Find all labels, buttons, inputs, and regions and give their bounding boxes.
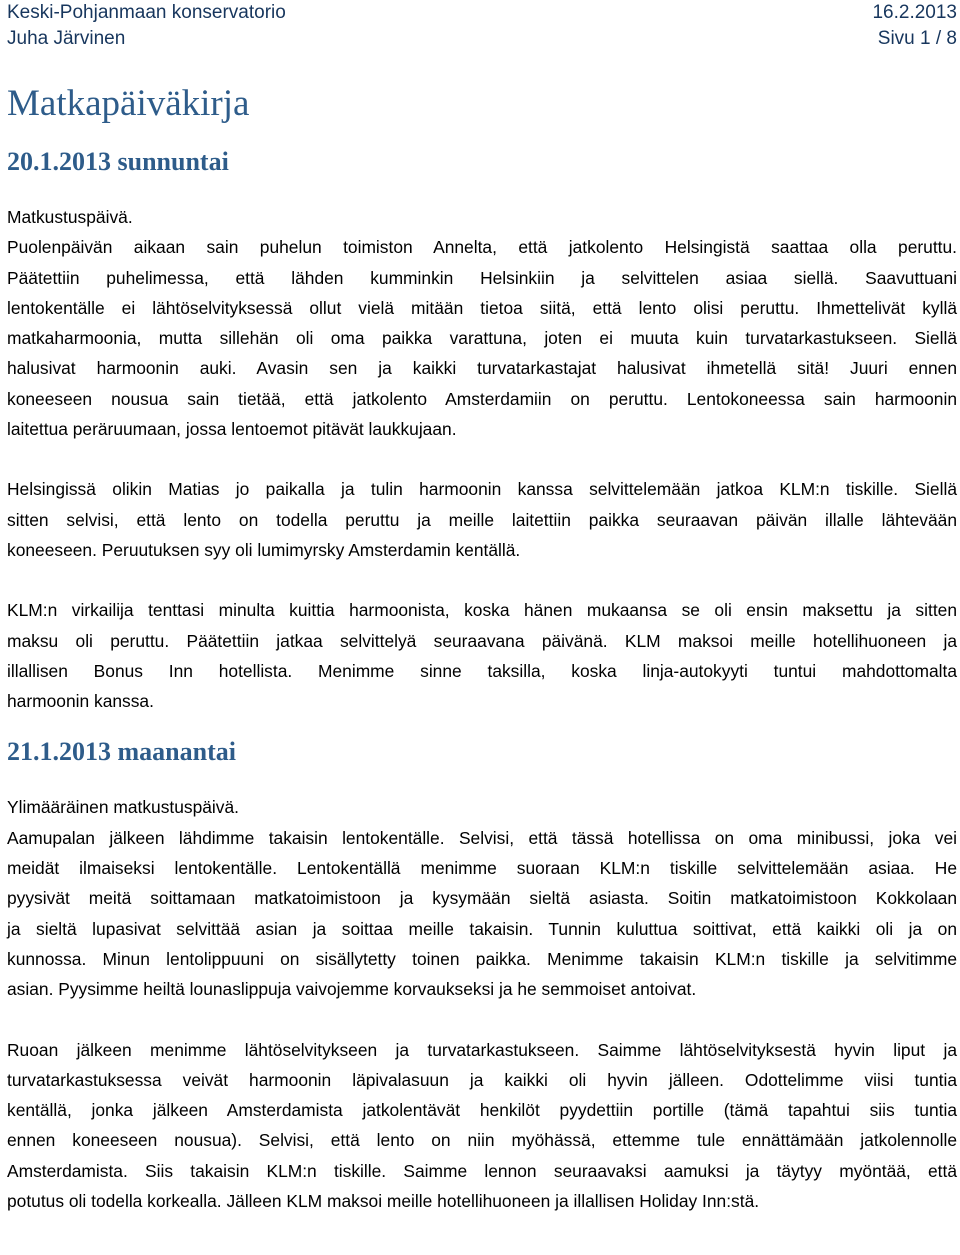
text-line: koneeseen nousua sain tietää, että jatkolento Amsterdamiin on peruttu. Lentokoneessa sain harmoonin: [7, 388, 957, 409]
text-line: Puolenpäivän aikaan sain puhelun toimiston Annelta, että jatkolento Helsingistä saattaa olla peruttu.: [7, 237, 957, 258]
body-paragraph: [7, 474, 957, 565]
body-paragraph: [7, 202, 957, 444]
text-line: lentokentälle ei lähtöselvityksessä ollut vielä mitään tietoa siitä, että lento olisi peruttu. Ihmettelivät kyllä: [7, 297, 957, 318]
text-line: matkaharmoonia, mutta sillehän oli oma paikka varattuna, joten ei muuta kuin turvatarkastukseen. Siellä: [7, 328, 957, 349]
text-line: turvatarkastuksessa veivät harmoonin läpivalasuun ja kaikki oli hyvin jälleen. Odottelimme viisi tuntia: [7, 1069, 957, 1090]
text-line: maksu oli peruttu. Päätettiin jatkaa selvittelyä seuraavana päivänä. KLM maksoi meille hotellihuoneen ja: [7, 630, 957, 651]
body-paragraph: [7, 595, 957, 716]
text-line: potutus oli todella korkealla. Jälleen KLM maksoi meille hotellihuoneen ja illallisen Holiday Inn:stä.: [7, 1191, 760, 1212]
text-line: Ylimääräinen matkustuspäivä.: [7, 797, 239, 818]
text-line: kentällä, jonka jälkeen Amsterdamista jatkolentävät henkilöt pyydettiin portille (tämä tapahtui siis tuntia: [7, 1100, 957, 1121]
text-line: ja sieltä lupasivat selvittää asian ja soittaa meille takaisin. Tunnin kuluttua soittivat, että kaikki oli ja on: [7, 918, 957, 939]
text-line: Ruoan jälkeen menimme lähtöselvitykseen ja turvatarkastukseen. Saimme lähtöselvityksestä hyvin liput ja: [7, 1039, 957, 1060]
text-line: Matkustuspäivä.: [7, 207, 133, 227]
text-line: Päätettiin puhelimessa, että lähden kumminkin Helsinkiin ja selvittelen asiaa siellä. Saavuttuani: [7, 267, 957, 288]
text-line: halusivat harmoonin auki. Avasin sen ja kaikki turvatarkastajat halusivat ihmetellä sitä! Juuri ennen: [7, 358, 957, 379]
header-page-number: Sivu 1 / 8: [877, 28, 957, 49]
header-author: Juha Järvinen: [7, 28, 126, 49]
header-row-2: [7, 26, 957, 52]
text-line: KLM:n virkailija tenttasi minulta kuittia harmoonista, koska hänen mukaansa se oli ensin maksettu ja sitten: [7, 600, 957, 621]
header-school: Keski-Pohjanmaan konservatorio: [7, 2, 286, 23]
section-date-heading: 21.1.2013 maanantai: [7, 737, 236, 767]
text-line: sitten selvisi, että lento on todella peruttu ja meille laitettiin paikka seuraavan päivän illalle lähtevään: [7, 509, 957, 530]
document-page: [7, 0, 957, 1255]
text-line: meidät ilmaiseksi lentokentälle. Lentokentällä menimme suoraan KLM:n tiskille selvittelemään asiaa. He: [7, 858, 957, 879]
body-paragraph: [7, 792, 957, 1004]
header-row-1: [7, 0, 957, 26]
text-line: ennen koneeseen nousua). Selvisi, että lento on niin myöhässä, ettemme tule ennättämään jatkolennolle: [7, 1130, 957, 1151]
header-date: 16.2.2013: [872, 2, 957, 23]
text-line: asian. Pyysimme heiltä lounaslippuja vaivojemme korvaukseksi ja he semmoiset antoivat.: [7, 979, 697, 1000]
text-line: Amsterdamista. Siis takaisin KLM:n tiskille. Saimme lennon seuraavaksi aamuksi ja täytyy myöntää, että: [7, 1160, 957, 1181]
sections-container: [7, 146, 957, 1216]
text-line: pyysivät meitä soittamaan matkatoimistoon ja kysymään sieltä asiasta. Soitin matkatoimistoon Kokkolaan: [7, 888, 957, 909]
text-line: illallisen Bonus Inn hotellista. Menimme sinne taksilla, koska linja-autokyyti tuntui mahdottomalta: [7, 660, 957, 681]
text-line: koneeseen. Peruutuksen syy oli lumimyrsky Amsterdamin kentällä.: [7, 539, 521, 560]
text-line: laitettua peräruumaan, jossa lentoemot pitävät laukkujaan.: [7, 419, 457, 440]
text-line: Helsingissä olikin Matias jo paikalla ja tulin harmoonin kanssa selvittelemään jatkoa KLM:n tiskille. Siellä: [7, 479, 957, 500]
text-line: harmoonin kanssa.: [7, 691, 154, 712]
body-paragraph: [7, 1035, 957, 1217]
text-line: kunnossa. Minun lentolippuuni on sisällytetty toinen paikka. Menimme takaisin KLM:n tiskille ja selvitimme: [7, 948, 957, 969]
document-title: Matkapäiväkirja: [7, 83, 250, 124]
section-date-heading: 20.1.2013 sunnuntai: [7, 147, 229, 176]
text-line: Aamupalan jälkeen lähdimme takaisin lentokentälle. Selvisi, että tässä hotellissa on oma minibussi, joka vei: [7, 827, 957, 848]
